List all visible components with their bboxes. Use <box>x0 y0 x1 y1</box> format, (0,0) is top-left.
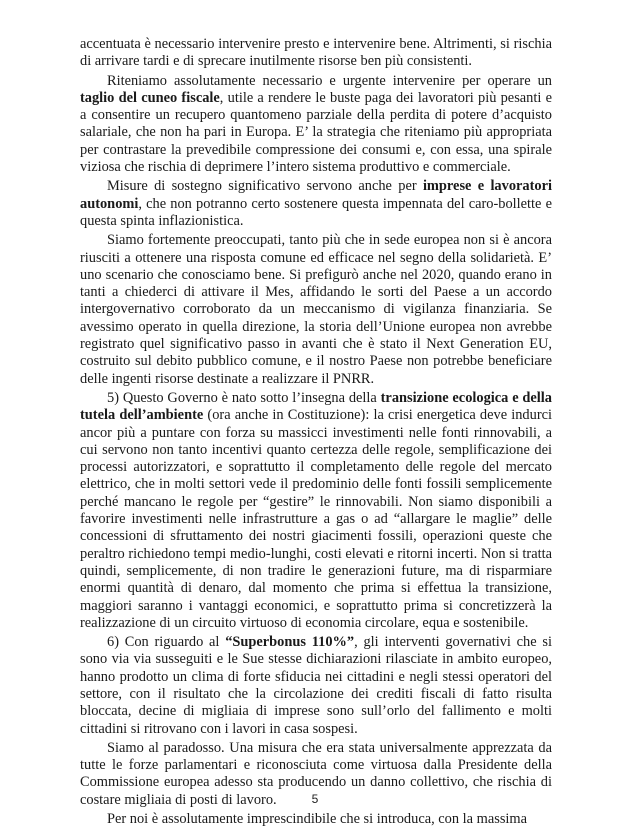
text-run: accentuata è necessario intervenire presto e intervenire bene. Altrimenti, si rischia di arrivare tardi e di sprecare inutilmente risorse ben più consistenti. <box>80 36 552 70</box>
page-number: 5 <box>311 792 319 806</box>
paragraph <box>80 811 552 828</box>
document-body <box>80 36 552 828</box>
text-run: 6) Con riguardo al <box>107 634 226 651</box>
paragraph <box>80 178 552 230</box>
paragraph <box>80 634 552 738</box>
paragraph <box>80 73 552 177</box>
bold-text: transizione ecologica e della tutela dell’ambiente <box>80 389 552 424</box>
text-run: Siamo al paradosso. Una misura che era stata universalmente apprezzata da tutte le forze parlamentari e riconosciuta come virtuosa dalla Presidente della Commissione europea adesso sta producendo un danno collettivo, che rischia di costare migliaia di posti di lavoro. <box>80 739 552 808</box>
bold-text: taglio del cuneo fiscale <box>80 89 220 106</box>
text-run: , gli interventi governativi che si sono via via susseguiti e le Sue stesse dichiarazioni rilasciate in ambito europeo, hanno prodotto un clima di forte sfiducia nei cittadini e negli stessi operatori del settore, con il risultato che la circolazione dei crediti fiscali di fatto risulta bloccata, decine di migliaia di imprese sono sull’orlo del fallimento e molti cittadini si ritrovano con i lavori in casa sospesi. <box>80 634 552 737</box>
text-run: Siamo fortemente preoccupati, tanto più che in sede europea non si è ancora riusciti a ottenere una risposta comune ed efficace nel segno della solidarietà. E’ uno scenario che conosciamo bene. Si prefigurò anche nel 2020, quando erano in tanti a chiederci di attivare il Mes, affidando le sorti del Paese a un accordo intergovernativo corroborato da un meccanismo di vigilanza finanziaria. Se avessimo operato in quella direzione, la storia dell’Unione europea non avrebbe registrato quel significativo passo in avanti che è stato il Next Generation EU, costruito sul debito pubblico comune, e il nostro Paese non potrebbe beneficiare delle ingenti risorse destinate a realizzare il PNRR. <box>80 232 552 387</box>
text-run: Misure di sostegno significativo servono anche per <box>107 178 423 195</box>
paragraph <box>80 232 552 388</box>
text-run: , che non potranno certo sostenere questa impennata del caro-bollette e questa spinta inflazionistica. <box>80 195 552 229</box>
paragraph <box>80 36 552 71</box>
text-run: Per noi è assolutamente imprescindibile che si introduca, con la massima <box>107 811 528 828</box>
text-run: Riteniamo assolutamente necessario e urgente intervenire per operare un <box>107 72 552 89</box>
text-run: (ora anche in Costituzione): la crisi energetica deve indurci ancor più a puntare con forza su massicci investimenti nelle fonti rinnovabili, a cui servono non tanto incentivi quanto certezza delle regole, semplificazione dei processi autorizzatori, e soprattutto il completamento delle regole del mercato elettrico, che in molti settori vede il predominio delle fonti fossili semplicemente perché mancano le regole per “gestire” le rinnovabili. Non siamo disponibili a favorire investimenti nelle infrastrutture a gas o ad “allargare le maglie” delle concessioni di sfruttamento dei nostri giacimenti fossili, operazioni queste che peraltro richiedono tempi medio-lunghi, costi elevati e ritorni incerti. Non si tratta quindi, semplicemente, di non tradire le generazioni future, ma di risparmiare enormi quantità di denaro, dal momento che prima si effettua la transizione, maggiori saranno i vantaggi economici, e soprattutto prima si concretizzerà la realizzazione di un circuito virtuoso di economia circolare, equa e sostenibile. <box>80 407 553 631</box>
bold-text: “Superbonus 110%” <box>225 634 355 651</box>
text-run: , utile a rendere le buste paga dei lavoratori più pesanti e a consentire un recupero quantomeno parziale della perdita di potere d’acquisto salariale, che non ha pari in Europa. E’ la strategia che riteniamo più appropriata per contrastare la prevedibile compressione dei consumi e, con essa, una spirale viziosa che rischia di deprimere l’intero sistema produttivo e commerciale. <box>80 89 552 176</box>
bold-text: imprese e lavoratori autonomi <box>80 178 552 212</box>
paragraph <box>80 390 552 632</box>
text-run: 5) Questo Governo è nato sotto l’insegna della <box>107 389 381 406</box>
